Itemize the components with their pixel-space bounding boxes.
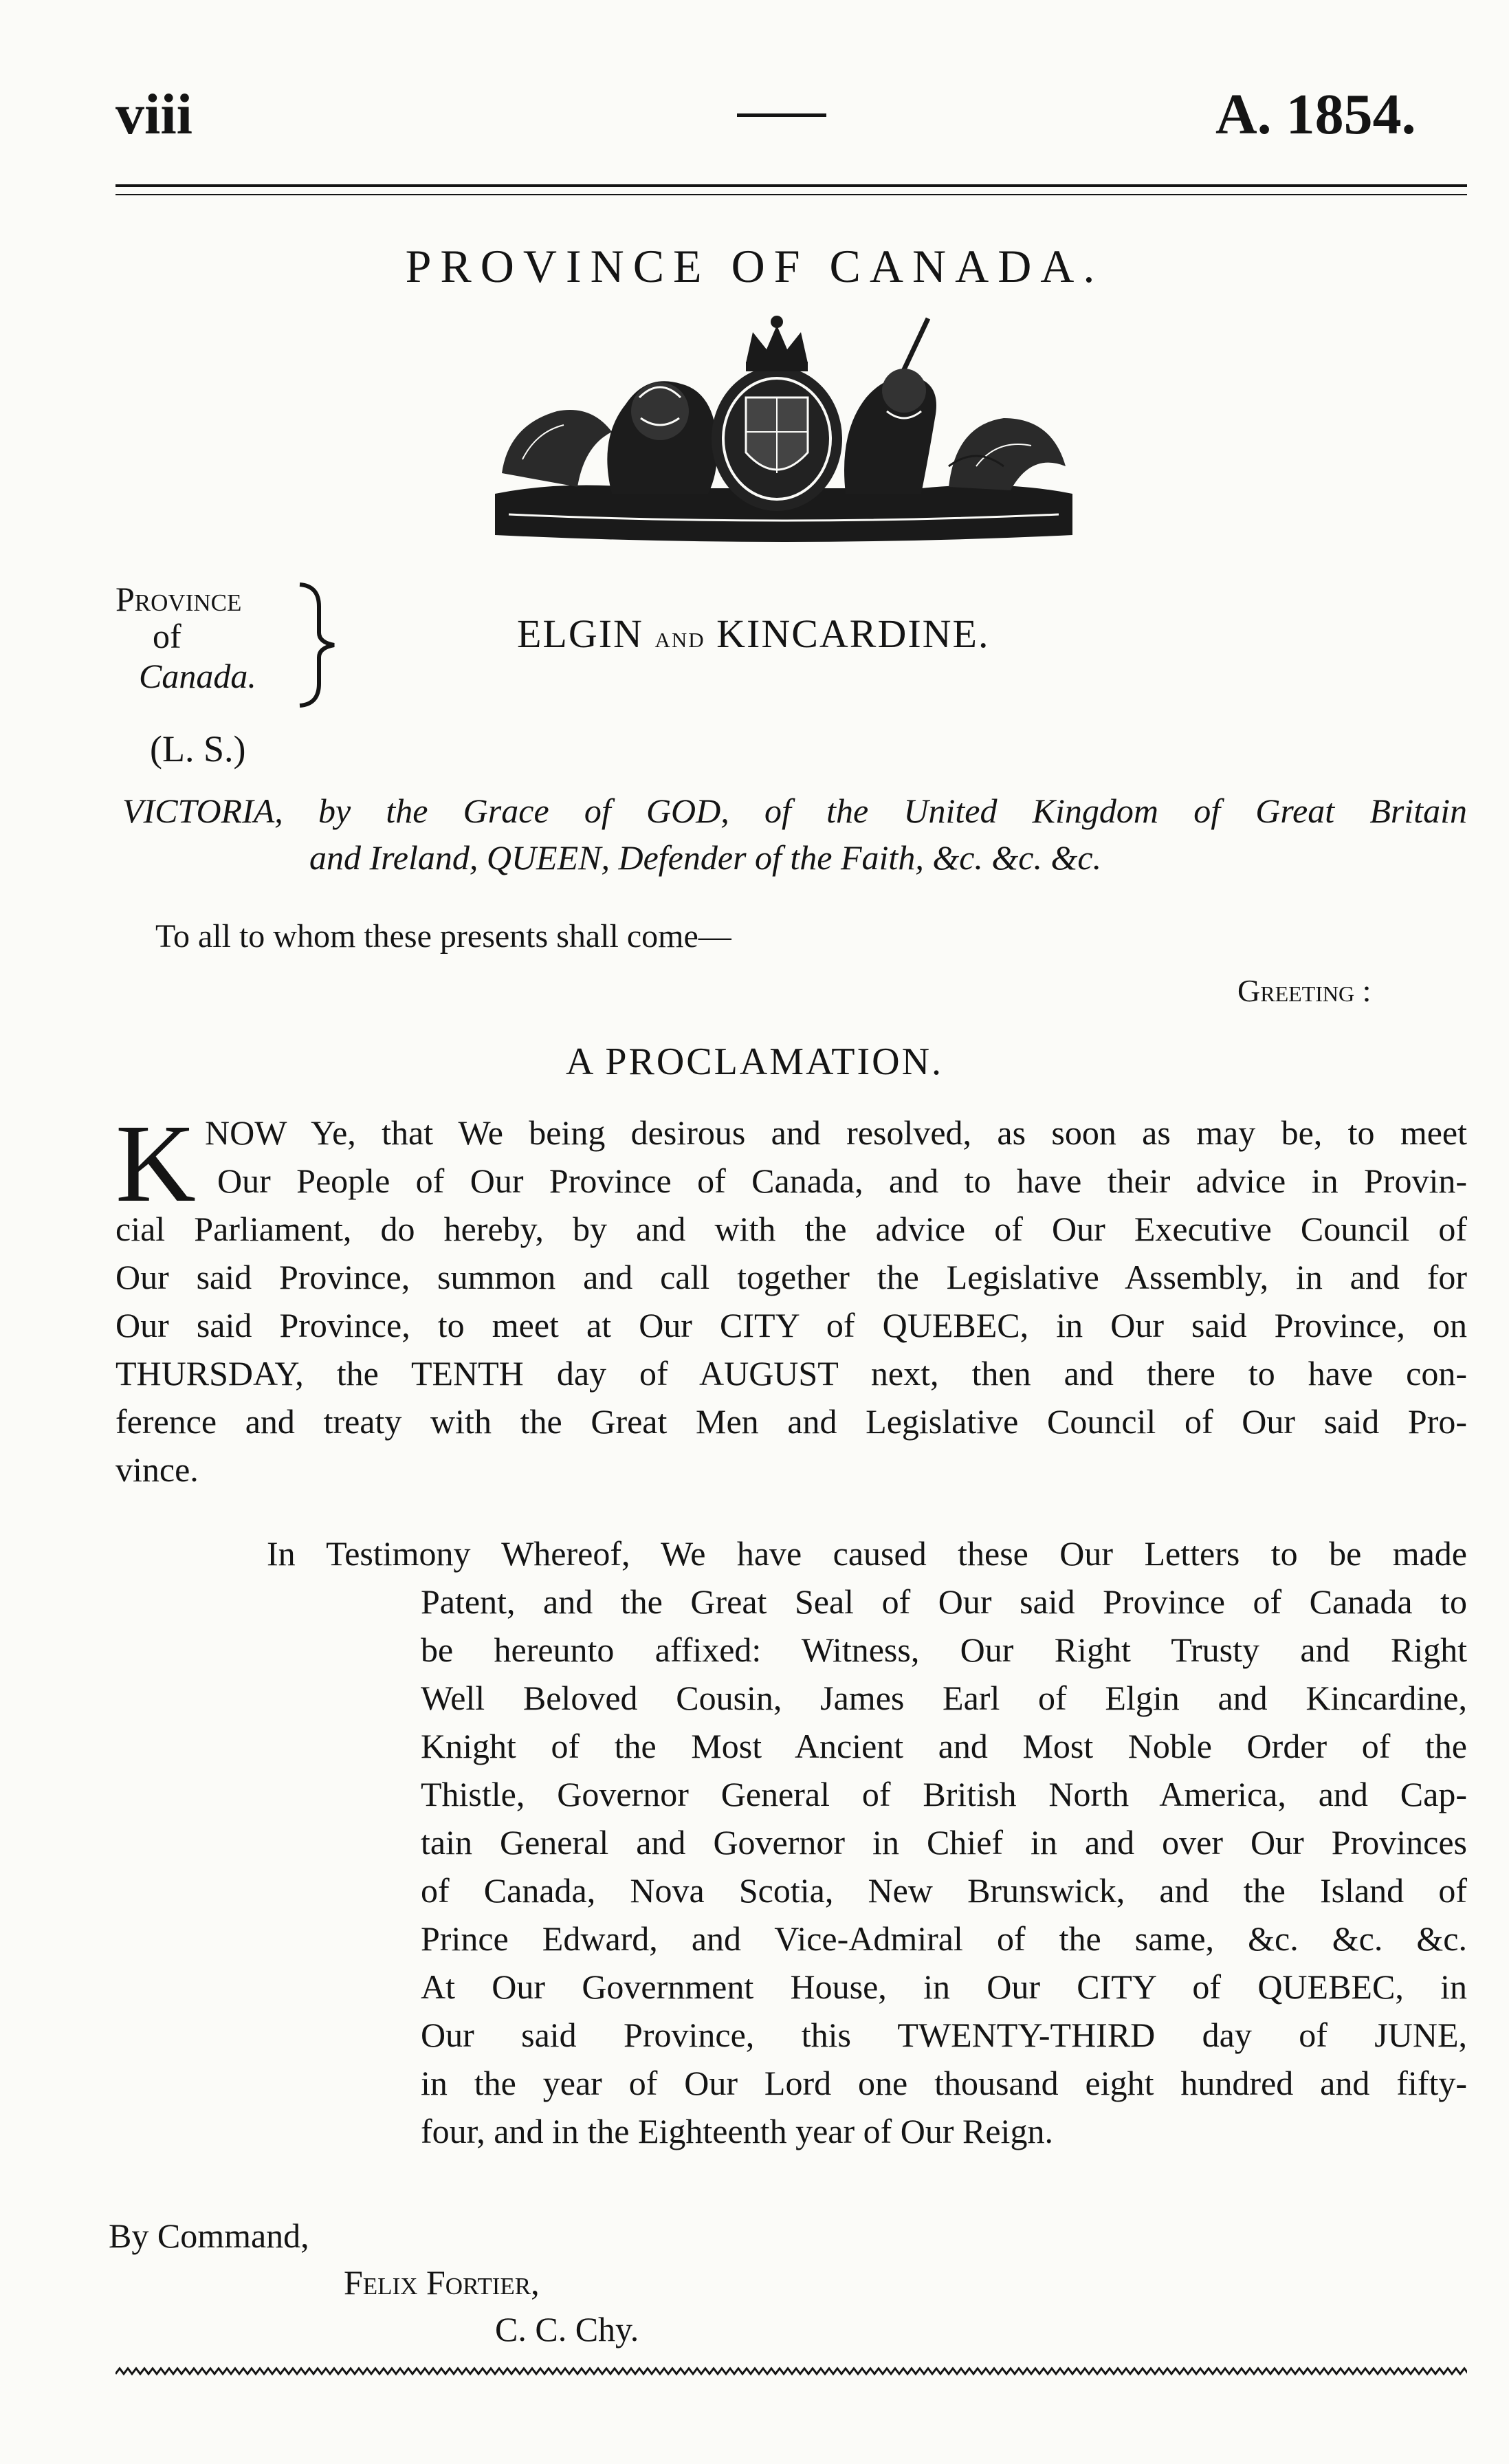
drop-cap: K — [115, 1102, 196, 1225]
testimony-line-10: At Our Government House, in Our CITY of QUEBEC, in — [421, 1967, 1467, 2006]
seal-mark: (L. S.) — [150, 728, 246, 770]
testimony-line-12: in the year of Our Lord one thousand eight hundred and fifty- — [421, 2064, 1467, 2102]
testimony-line-2: Patent, and the Great Seal of Our said Province of Canada to — [421, 1582, 1467, 1621]
signatory-name: Felix Fortier, — [344, 2263, 540, 2302]
signatory-title: C. C. Chy. — [495, 2310, 639, 2348]
testimony-line-9: Prince Edward, and Vice-Admiral of the same, &c. &c. &c. — [421, 1919, 1467, 1958]
testimony-line-4: Well Beloved Cousin, James Earl of Elgin and Kincardine, — [421, 1679, 1467, 1717]
testimony-line-3: be hereunto affixed: Witness, Our Right Trusty and Right — [421, 1631, 1467, 1669]
by-command: By Command, — [109, 2216, 309, 2255]
proclamation-line-2: Our People of Our Province of Canada, and to have their advice in Provin- — [217, 1162, 1467, 1200]
proclamation-line-7: ference and treaty with the Great Men and Legislative Council of Our said Pro- — [115, 1402, 1467, 1441]
testimony-line-7: tain General and Governor in Chief in and over Our Provinces — [421, 1823, 1467, 1862]
bottom-wavy-rule — [115, 2366, 1467, 2382]
greeting: Greeting : — [1237, 973, 1372, 1008]
testimony-line-1: In Testimony Whereof, We have caused these Our Letters to be made — [267, 1534, 1467, 1573]
elgin-word: ELGIN — [517, 611, 643, 656]
side-canada-label: Canada. — [139, 657, 256, 695]
proclamation-line-6: THURSDAY, the TENTH day of AUGUST next, then and there to have con- — [115, 1354, 1467, 1393]
proclamation-line-8: vince. — [115, 1450, 199, 1489]
proclamation-heading: A PROCLAMATION. — [565, 1040, 944, 1083]
header-dash — [737, 113, 826, 117]
royal-coat-of-arms-icon — [481, 308, 1086, 556]
elgin-kincardine-heading — [517, 611, 989, 657]
side-province-label: Province — [115, 580, 242, 618]
proclamation-line-3: cial Parliament, do hereby, by and with the advice of Our Executive Council of — [115, 1210, 1467, 1248]
address-line: To all to whom these presents shall come— — [155, 918, 731, 955]
page-number: viii — [115, 83, 193, 146]
victoria-title-line-1: VICTORIA, by the Grace of GOD, of the United Kingdom of Great Britain — [122, 792, 1467, 830]
header-rule — [115, 184, 1467, 187]
proclamation-line-1: NOW Ye, that We being desirous and resolved, as soon as may be, to meet — [205, 1113, 1467, 1152]
side-of-label: of — [153, 617, 181, 655]
testimony-line-6: Thistle, Governor General of British North America, and Cap- — [421, 1775, 1467, 1813]
victoria-title-line-2: and Ireland, QUEEN, Defender of the Faith, &c. &c. &c. — [309, 838, 1102, 877]
header-rule-thin — [115, 194, 1467, 195]
and-word: and — [654, 620, 705, 654]
testimony-line-13: four, and in the Eighteenth year of Our Reign. — [421, 2112, 1053, 2150]
kincardine-word: KINCARDINE. — [716, 611, 990, 656]
curly-brace-icon — [286, 579, 348, 710]
testimony-line-11: Our said Province, this TWENTY-THIRD day of JUNE, — [421, 2016, 1467, 2054]
document-title: PROVINCE OF CANADA. — [405, 240, 1104, 292]
side-province-block — [115, 579, 363, 710]
testimony-line-8: of Canada, Nova Scotia, New Brunswick, and the Island of — [421, 1871, 1467, 1910]
proclamation-line-5: Our said Province, to meet at Our CITY of QUEBEC, in Our said Province, on — [115, 1306, 1467, 1344]
proclamation-line-4: Our said Province, summon and call together the Legislative Assembly, in and for — [115, 1258, 1467, 1296]
testimony-line-5: Knight of the Most Ancient and Most Noble Order of the — [421, 1727, 1467, 1765]
year-label: A. 1854. — [1215, 83, 1416, 146]
